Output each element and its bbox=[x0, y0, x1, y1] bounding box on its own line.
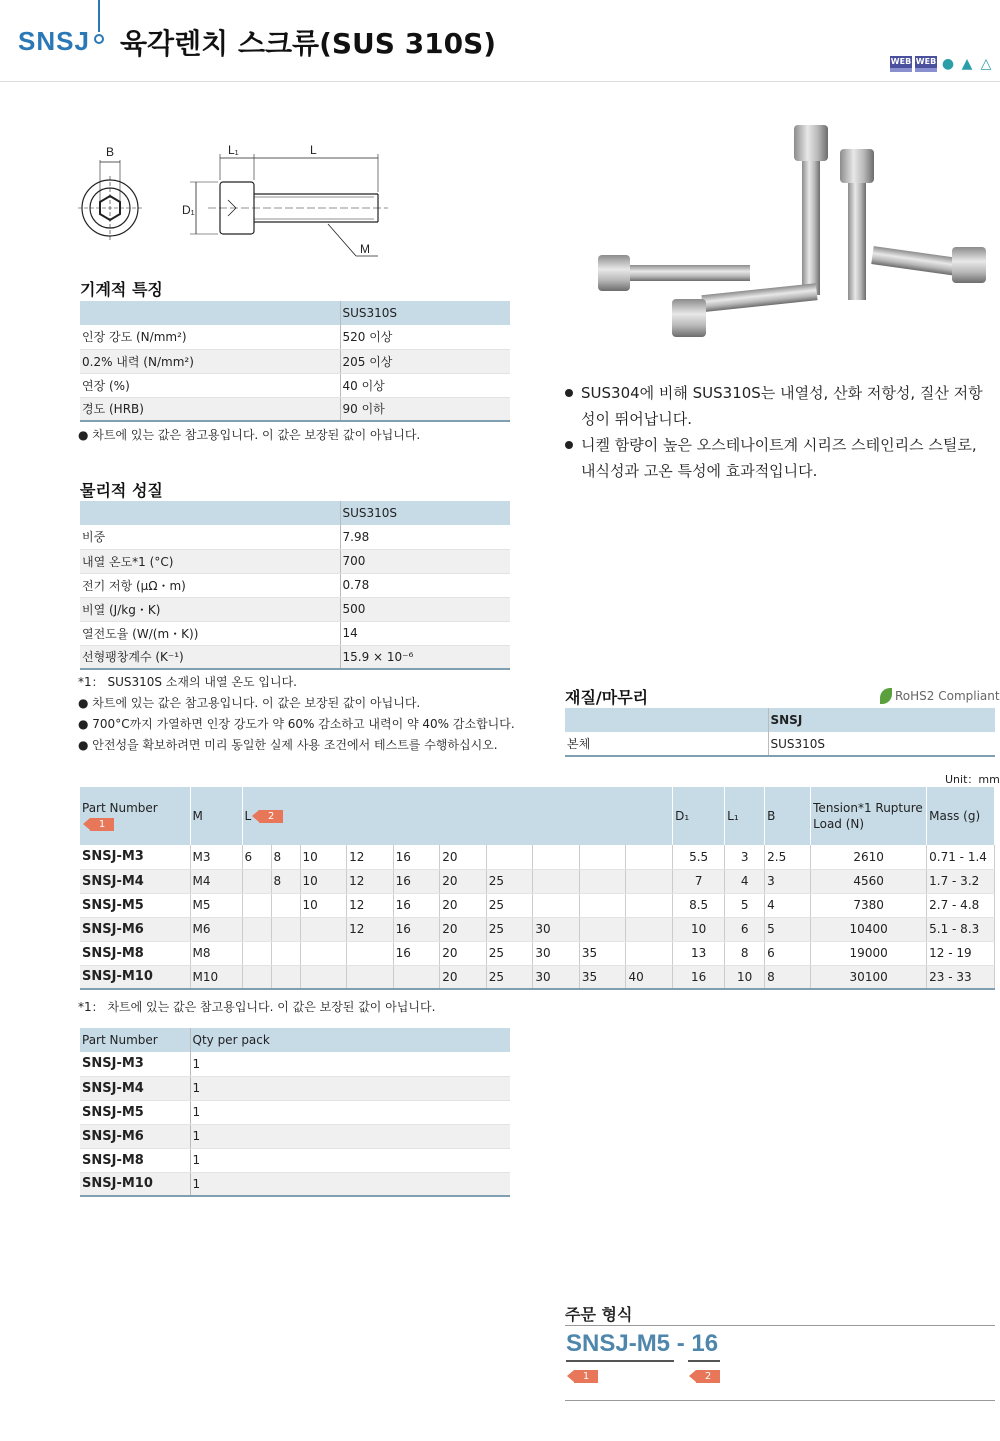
length-option bbox=[300, 965, 347, 989]
head-height: 3 bbox=[725, 845, 765, 869]
table-row bbox=[80, 845, 995, 869]
length-option: 25 bbox=[486, 941, 533, 965]
rupture-load: 7380 bbox=[811, 893, 927, 917]
unit-label: Unit：mm bbox=[945, 773, 1000, 786]
length-option bbox=[579, 917, 626, 941]
length-option: 16 bbox=[393, 917, 440, 941]
length-option bbox=[579, 845, 626, 869]
length-option bbox=[533, 845, 580, 869]
header-part-number: Part Number bbox=[80, 1028, 190, 1052]
mass-range: 1.7 - 3.2 bbox=[927, 869, 995, 893]
head-height: 4 bbox=[725, 869, 765, 893]
row-label: 0.2% 내력 (N/mm²) bbox=[80, 349, 340, 373]
label-m: M bbox=[360, 242, 370, 256]
order-flag-2: 2 bbox=[696, 1370, 720, 1383]
physical-note: *1： SUS310S 소재의 내열 온도 입니다. bbox=[78, 675, 297, 689]
length-option bbox=[626, 917, 673, 941]
qty-value: 1 bbox=[190, 1124, 510, 1148]
length-option: 16 bbox=[393, 845, 440, 869]
part-spec-table bbox=[80, 787, 995, 990]
physical-note: ● 안전성을 확보하려면 미리 동일한 실제 사용 조건에서 테스트를 수행하십시오. bbox=[78, 738, 498, 752]
rupture-load: 19000 bbox=[811, 941, 927, 965]
length-option: 16 bbox=[393, 893, 440, 917]
column-header: SNSJ bbox=[768, 708, 995, 732]
head-diameter: 7 bbox=[673, 869, 725, 893]
length-option: 12 bbox=[347, 845, 394, 869]
length-option: 8 bbox=[271, 869, 300, 893]
part-number: SNSJ-M3 bbox=[80, 1052, 190, 1076]
row-label: 연장 (%) bbox=[80, 373, 340, 397]
length-option: 12 bbox=[347, 869, 394, 893]
length-option bbox=[271, 917, 300, 941]
page-header bbox=[0, 0, 1000, 82]
thread-size: M4 bbox=[190, 869, 242, 893]
column-header: SUS310S bbox=[340, 301, 510, 325]
label-b: B bbox=[106, 145, 115, 159]
table-row bbox=[80, 965, 995, 989]
length-option: 25 bbox=[486, 869, 533, 893]
length-option: 25 bbox=[486, 893, 533, 917]
length-option: 20 bbox=[440, 869, 487, 893]
length-option bbox=[626, 893, 673, 917]
length-option: 10 bbox=[300, 845, 347, 869]
row-value: 0.78 bbox=[340, 573, 510, 597]
part-number: SNSJ-M3 bbox=[80, 845, 190, 869]
length-option bbox=[300, 941, 347, 965]
length-option: 30 bbox=[533, 941, 580, 965]
physical-note: ● 700°C까지 가열하면 인장 강도가 약 60% 감소하고 내력이 약 40% 감소합니다. bbox=[78, 717, 515, 731]
order-flag-1: 1 bbox=[574, 1370, 598, 1383]
length-option: 8 bbox=[271, 845, 300, 869]
qty-table bbox=[80, 1028, 510, 1197]
length-option: 30 bbox=[533, 917, 580, 941]
row-value: 14 bbox=[340, 621, 510, 645]
length-option bbox=[347, 965, 394, 989]
header-m: M bbox=[190, 787, 242, 845]
mass-range: 23 - 33 bbox=[927, 965, 995, 989]
length-option: 20 bbox=[440, 845, 487, 869]
row-value: 520 이상 bbox=[340, 325, 510, 349]
length-option bbox=[242, 965, 271, 989]
thread-size: M8 bbox=[190, 941, 242, 965]
order-title: 주문 형식 bbox=[565, 1305, 633, 1324]
head-diameter: 13 bbox=[673, 941, 725, 965]
row-value: 7.98 bbox=[340, 525, 510, 549]
qty-value: 1 bbox=[190, 1076, 510, 1100]
head-height: 5 bbox=[725, 893, 765, 917]
header-d1: D₁ bbox=[673, 787, 725, 845]
row-label: 본체 bbox=[565, 732, 768, 756]
head-height: 8 bbox=[725, 941, 765, 965]
length-option: 12 bbox=[347, 893, 394, 917]
header-tension: Tension*1 Rupture Load (N) bbox=[811, 787, 927, 845]
head-diameter: 8.5 bbox=[673, 893, 725, 917]
length-option bbox=[626, 845, 673, 869]
row-label: 전기 저항 (μΩ・m) bbox=[80, 573, 340, 597]
order-underline bbox=[566, 1360, 674, 1362]
part-number: SNSJ-M5 bbox=[80, 1100, 190, 1124]
length-option: 25 bbox=[486, 917, 533, 941]
length-option bbox=[271, 941, 300, 965]
length-option bbox=[242, 941, 271, 965]
rupture-load: 2610 bbox=[811, 845, 927, 869]
row-value: 90 이하 bbox=[340, 397, 510, 421]
row-label: 비중 bbox=[80, 525, 340, 549]
length-option: 35 bbox=[579, 965, 626, 989]
table-row bbox=[80, 941, 995, 965]
feature-list bbox=[565, 380, 995, 484]
table-row bbox=[80, 893, 995, 917]
qty-value: 1 bbox=[190, 1148, 510, 1172]
part-number: SNSJ-M10 bbox=[80, 1172, 190, 1196]
length-option bbox=[300, 917, 347, 941]
mechanical-table bbox=[80, 301, 510, 422]
length-option bbox=[579, 893, 626, 917]
length-option bbox=[242, 869, 271, 893]
part-number: SNSJ-M6 bbox=[80, 917, 190, 941]
row-label: 선형팽창계수 (K⁻¹) bbox=[80, 645, 340, 669]
row-value: 700 bbox=[340, 549, 510, 573]
length-option bbox=[242, 893, 271, 917]
length-option bbox=[533, 893, 580, 917]
header-l: L 2 bbox=[242, 787, 673, 845]
rupture-load: 30100 bbox=[811, 965, 927, 989]
length-option bbox=[271, 893, 300, 917]
hex-size: 2.5 bbox=[765, 845, 811, 869]
thread-size: M6 bbox=[190, 917, 242, 941]
length-option: 20 bbox=[440, 965, 487, 989]
material-table bbox=[565, 708, 995, 757]
mechanical-title: 기계적 특징 bbox=[80, 280, 163, 299]
flame-icon: ▲ bbox=[961, 56, 973, 72]
header-dot bbox=[94, 34, 104, 44]
hex-size: 6 bbox=[765, 941, 811, 965]
hex-size: 8 bbox=[765, 965, 811, 989]
part-number: SNSJ-M8 bbox=[80, 1148, 190, 1172]
head-height: 6 bbox=[725, 917, 765, 941]
thread-size: M10 bbox=[190, 965, 242, 989]
row-label: 비열 (J/kg・K) bbox=[80, 597, 340, 621]
length-option: 10 bbox=[300, 893, 347, 917]
page-title: 육각렌치 스크류(SUS 310S) bbox=[120, 27, 497, 60]
head-height: 10 bbox=[725, 965, 765, 989]
label-l1: L₁ bbox=[228, 143, 239, 157]
flag-2: 2 bbox=[259, 810, 283, 823]
length-option bbox=[533, 869, 580, 893]
web-icon[interactable]: WEB bbox=[890, 56, 912, 72]
row-value: SUS310S bbox=[768, 732, 995, 756]
part-number: SNSJ-M5 bbox=[80, 893, 190, 917]
head-diameter: 10 bbox=[673, 917, 725, 941]
rohs-badge: RoHS2 Compliant bbox=[880, 688, 1000, 704]
head-diameter: 16 bbox=[673, 965, 725, 989]
header-mass: Mass (g) bbox=[927, 787, 995, 845]
physical-title: 물리적 성질 bbox=[80, 481, 163, 500]
hex-size: 3 bbox=[765, 869, 811, 893]
table-row bbox=[80, 917, 995, 941]
row-label: 인장 강도 (N/mm²) bbox=[80, 325, 340, 349]
qty-value: 1 bbox=[190, 1100, 510, 1124]
length-option: 20 bbox=[440, 941, 487, 965]
feature-item: SUS304에 비해 SUS310S는 내열성, 산화 저항성, 질산 저항성이 뛰어납니다. bbox=[565, 380, 995, 432]
part-number: SNSJ-M6 bbox=[80, 1124, 190, 1148]
rupture-load: 10400 bbox=[811, 917, 927, 941]
label-d1: D₁ bbox=[182, 203, 195, 217]
physical-table bbox=[80, 501, 510, 670]
feature-icons bbox=[890, 56, 994, 72]
table-row bbox=[80, 869, 995, 893]
qty-value: 1 bbox=[190, 1172, 510, 1196]
length-option: 35 bbox=[579, 941, 626, 965]
mass-range: 2.7 - 4.8 bbox=[927, 893, 995, 917]
hex-size: 4 bbox=[765, 893, 811, 917]
header-divider bbox=[98, 0, 100, 32]
thread-size: M5 bbox=[190, 893, 242, 917]
flask-icon: △ bbox=[980, 56, 992, 72]
globe-icon: ● bbox=[941, 56, 955, 72]
web-icon[interactable]: WEB bbox=[915, 56, 937, 72]
flag-1: 1 bbox=[90, 818, 114, 831]
screw-dimension-drawing bbox=[78, 140, 408, 270]
thread-size: M3 bbox=[190, 845, 242, 869]
order-underline bbox=[688, 1360, 720, 1362]
mass-range: 5.1 - 8.3 bbox=[927, 917, 995, 941]
length-option: 40 bbox=[626, 965, 673, 989]
material-title: 재질/마무리 bbox=[565, 688, 649, 707]
length-option: 6 bbox=[242, 845, 271, 869]
row-value: 40 이상 bbox=[340, 373, 510, 397]
length-option bbox=[486, 845, 533, 869]
length-option bbox=[626, 941, 673, 965]
mechanical-note: ● 차트에 있는 값은 참고용입니다. 이 값은 보장된 값이 아닙니다. bbox=[78, 428, 421, 442]
length-option bbox=[393, 965, 440, 989]
label-l: L bbox=[310, 143, 317, 157]
feature-item: 니켈 함량이 높은 오스테나이트계 시리즈 스테인리스 스틸로, 내식성과 고온 특성에 효과적입니다. bbox=[565, 432, 995, 484]
product-code: SNSJ bbox=[18, 26, 90, 56]
length-option bbox=[242, 917, 271, 941]
length-option: 30 bbox=[533, 965, 580, 989]
length-option: 20 bbox=[440, 917, 487, 941]
length-option bbox=[579, 869, 626, 893]
length-option: 25 bbox=[486, 965, 533, 989]
column-header: SUS310S bbox=[340, 501, 510, 525]
length-option: 16 bbox=[393, 941, 440, 965]
length-option bbox=[271, 965, 300, 989]
length-option: 20 bbox=[440, 893, 487, 917]
length-option bbox=[626, 869, 673, 893]
mass-range: 0.71 - 1.4 bbox=[927, 845, 995, 869]
part-number: SNSJ-M8 bbox=[80, 941, 190, 965]
row-label: 내열 온도*1 (°C) bbox=[80, 549, 340, 573]
header-b: B bbox=[765, 787, 811, 845]
part-number: SNSJ-M10 bbox=[80, 965, 190, 989]
row-value: 205 이상 bbox=[340, 349, 510, 373]
order-example-code: SNSJ-M5 - 16 bbox=[566, 1330, 719, 1357]
divider bbox=[565, 1325, 995, 1326]
part-number: SNSJ-M4 bbox=[80, 1076, 190, 1100]
row-value: 15.9 × 10⁻⁶ bbox=[340, 645, 510, 669]
divider bbox=[565, 1400, 995, 1401]
spec-note: *1： 차트에 있는 값은 참고용입니다. 이 값은 보장된 값이 아닙니다. bbox=[78, 1000, 436, 1014]
physical-note: ● 차트에 있는 값은 참고용입니다. 이 값은 보장된 값이 아닙니다. bbox=[78, 696, 421, 710]
rupture-load: 4560 bbox=[811, 869, 927, 893]
product-photo bbox=[592, 115, 992, 360]
length-option: 16 bbox=[393, 869, 440, 893]
row-label: 경도 (HRB) bbox=[80, 397, 340, 421]
leaf-icon bbox=[880, 688, 892, 704]
head-diameter: 5.5 bbox=[673, 845, 725, 869]
length-option: 10 bbox=[300, 869, 347, 893]
header-part-number: Part Number 1 bbox=[80, 787, 190, 845]
row-value: 500 bbox=[340, 597, 510, 621]
length-option bbox=[347, 941, 394, 965]
part-number: SNSJ-M4 bbox=[80, 869, 190, 893]
length-option: 12 bbox=[347, 917, 394, 941]
header-l1: L₁ bbox=[725, 787, 765, 845]
qty-value: 1 bbox=[190, 1052, 510, 1076]
mass-range: 12 - 19 bbox=[927, 941, 995, 965]
header-qty: Qty per pack bbox=[190, 1028, 510, 1052]
hex-size: 5 bbox=[765, 917, 811, 941]
row-label: 열전도율 (W/(m・K)) bbox=[80, 621, 340, 645]
